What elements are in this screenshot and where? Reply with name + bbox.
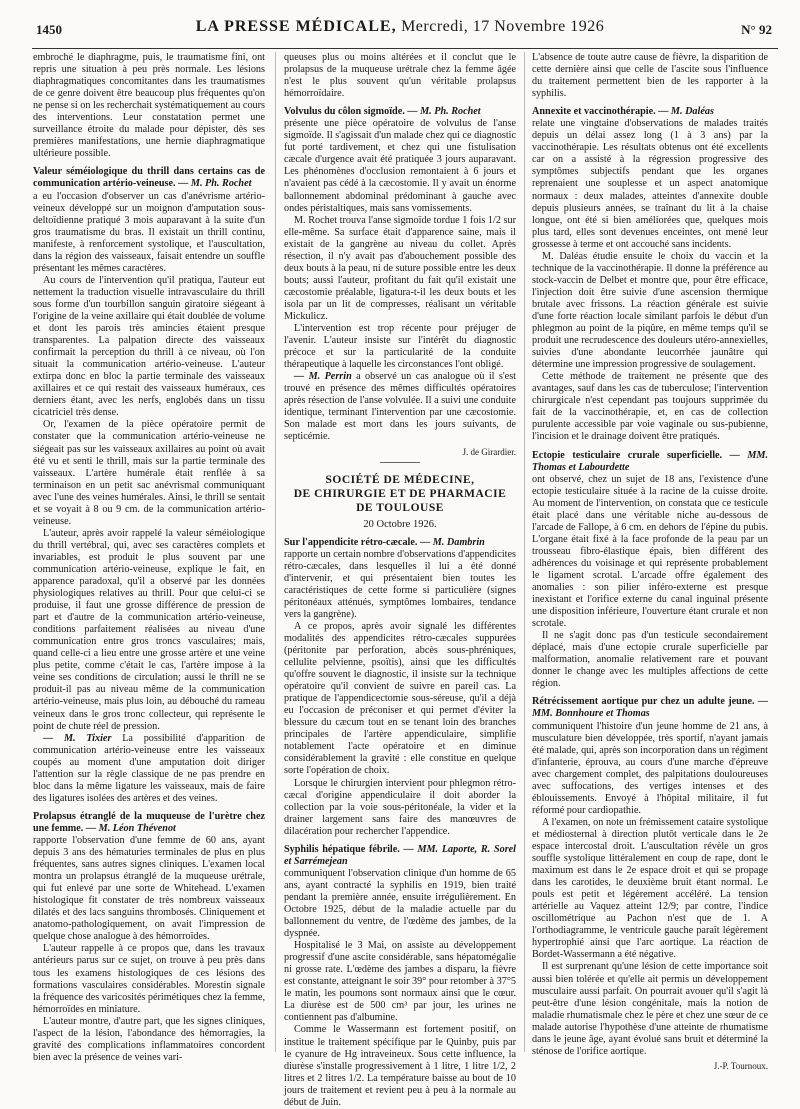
article-author: — M. Tixier	[43, 732, 112, 744]
header-rule	[32, 48, 778, 49]
paragraph-text: a observé un cas analogue où il s'est trouvé en présence des mêmes difficultés opératoires après résection de l'anse volvulée. Il a suivi une conduite identique, terminant l'intervention par une cæcostomie. Son malade est mort dans les jours suivants, de septicémie.	[284, 371, 516, 443]
article-heading	[284, 537, 516, 549]
article-heading	[33, 811, 265, 835]
article-heading	[284, 106, 516, 118]
article-heading	[284, 844, 516, 868]
paragraph: Comme le Wassermann est fortement positif, on institue le traitement spécifique par le Quinby, puis par le cyanure de Hg intraveineux. Sous cette influence, la diurèse s'installe progressivement à 1 litre, 1 litre 1/2, 2 litres et 2 litres 1/2. La température baisse au bout de 10 jours de traitement et revient peu à peu à la normale au début de Juin.	[284, 1024, 516, 1108]
article-author: — M. Perrin	[294, 371, 352, 383]
paragraph: L'auteur rappelle à ce propos que, dans les travaux antérieurs parus sur ce sujet, on trouve à peu près dans tous les examens histologiques de ces lésions des formations vasculaires considérables. Morestin signale la fréquence des varicosités périmétiques chez la femme, hémorroïdes en miniature.	[33, 943, 265, 1015]
paragraph: communiquent l'histoire d'un jeune homme de 21 ans, à musculature bien développée, très sportif, n'ayant jamais été malade, qui, après son incorporation dans un régiment d'infanterie, éprouva, au cours d'une marche d'épreuve avec chargement complet, des palpitations douloureuses avec suffocations, des vertiges intenses et des éblouissements. Envoyé à l'hôpital militaire, il fut réformé pour cardiopathie.	[532, 720, 768, 816]
page-number: 1450	[36, 22, 62, 37]
paragraph: Il ne s'agit donc pas d'un testicule secondairement déplacé, mais d'une ectopie crurale superficielle par malformation, anomalie relativement rare et pouvant donner le change avec les multiples affections de cette région.	[532, 630, 768, 690]
paragraph: L'absence de toute autre cause de fièvre, la disparition de cette dernière ainsi que celle de l'ascite sous l'influence du traitement permettent bien de les rapporter à la syphilis.	[532, 52, 768, 100]
column-1	[33, 52, 265, 1062]
session-date: 20 Octobre 1926.	[363, 518, 437, 530]
article-author: — M. Ph. Rochet	[178, 178, 252, 190]
page-header	[0, 0, 800, 44]
paragraph: relate une vingtaine d'observations de malades traités depuis un délai assez long (1 à 3 ans) par la vaccinothérapie. Les résultats obtenus ont été excellents car on a assisté à la régression progressive des symptômes subjectifs pendant que les organes reprenaient une souplesse et un aspect anatomique normaux : deux malades, atteintes d'annexite double depuis plusieurs années, se traînant du lit à la chaise longue, ont été si bien améliorées que, quelques mois plus tard, elles sont devenues enceintes, ont mené leur grossesse à terme et ont accouché sans incidents.	[532, 118, 768, 250]
paragraph: rapporte un certain nombre d'observations d'appendicites rétro-cæcales, dans lesquelles il lui a été donné d'intervenir, et qui présentaient bien toutes les caractéristiques de cette forme si particulière (signes péritonéaux atténués, symptômes lombaires, tendance vers la gangrène).	[284, 548, 516, 620]
paragraph: M. Rochet trouva l'anse sigmoïde tordue 1 fois 1/2 sur elle-même. Sa surface était d'apparence saine, mais il existait de la gangrène au niveau du collet. Après résection, il n'y avait pas d'abouchement possible des deux bouts à la peau, ni de suture possible entre les deux bouts; aussi l'auteur, profitant du fait qu'il existait une cæcostomie préalable, ligatura-t-il les deux bouts et les isola par un lit de compresses, réalisant un véritable Mickulicz.	[284, 214, 516, 322]
issue-date: Mercredi, 17 Novembre 1926	[401, 18, 605, 35]
article-author: — M. Léon Thévenot	[85, 822, 176, 834]
column-separator	[275, 52, 276, 1052]
society-line-1: SOCIÉTÉ DE MÉDECINE,	[325, 473, 475, 486]
paragraph: Or, l'examen de la pièce opératoire permit de constater que la communication artério-veineuse ne siégeait pas sur les vaisseaux axillaires au point où avait été vu et senti le thrill, mais sur la partie terminale des vaisseaux. L'artère humérale était renflée à sa terminaison en un petit sac anévrismal communiquant avec l'une des veines humérales. Ainsi, le thrill se sentait et se voyait à 8 ou 9 cm. de la communication artério-veineuse.	[33, 419, 265, 527]
paragraph-text: La possibilité d'apparition de communication artério-veineuse entre les vaisseaux coupés au moment d'une amputation doit diriger l'attention sur la règle classique de ne pas prendre en bloc dans la même ligature les vaisseaux, mais de faire des ligatures isolées des artères et des veines.	[33, 732, 265, 804]
paragraph: embroché le diaphragme, puis, le traumatisme fini, ont repris une situation à peu près normale. Les lésions diaphragmatiques concomitantes dans les traumatismes de ce genre doivent être beaucoup plus fréquentes qu'on ne pense si on les recherchait systématiquement au cours des interventions. Leur constatation permet une surveillance étroite du malade pour dépister, dès ses premières manifestations, une hernie diaphragmatique ultérieure possible.	[33, 52, 265, 160]
article-author: — MM. Thomas et Labourdette	[532, 449, 768, 473]
society-line-2: DE CHIRURGIE ET DE PHARMACIE DE TOULOUSE	[293, 487, 507, 514]
signature: J.-P. Tournoux.	[713, 1060, 768, 1071]
paragraph: L'intervention est trop récente pour préjuger de l'avenir. L'auteur insiste sur l'intérêt du diagnostic précoce et sur la particularité de la conduite thérapeutique à laquelle les circonstances l'ont obligé.	[284, 323, 516, 371]
article-author: — M. Dambrin	[420, 536, 485, 548]
column-separator	[524, 52, 525, 1052]
paragraph: Au cours de l'intervention qu'il pratiqua, l'auteur eut nettement la traduction visuelle intravasculaire du thrill sous forme d'un tourbillon sanguin giratoire siégeant à l'origine de la veine axillaire qui était doublée de volume et dont les parois très amincies étaient presque transparentes. La palpation directe des vaisseaux confirmait la perception du thrill à ce niveau, où l'on situait la communication artério-veineuse. L'auteur extirpa donc en bloc la partie terminale des vaisseaux axillaires et ce qui restait des vaisseaux huméraux, ces derniers étant, avec les nerfs, englobés dans un tissu cicatriciel très dense.	[33, 274, 265, 419]
article-title: Prolapsus étranglé de la muqueuse de l'urètre chez une femme.	[33, 810, 265, 834]
article-title: Valeur séméiologique du thrill dans certains cas de communication artério-veineuse.	[33, 166, 265, 190]
article-title: Syphilis hépatique fébrile.	[284, 843, 400, 855]
paragraph: Hospitalisé le 3 Mai, on assiste au développement progressif d'une ascite considérable, sans hépatomégalie ni grosse rate. L'œdème des jambes a disparu, la fièvre est constante, atteignant le soir 39° pour retomber à 37°5 le matin, les poumons sont normaux ainsi que le cœur. La diurèse est de 500 cm³ par jour, les urines ne contiennent pas d'albumine.	[284, 940, 516, 1024]
paragraph: rapporte l'observation d'une femme de 60 ans, ayant depuis 3 ans des hématuries terminales de plus en plus fréquentes, sans autres signes cliniques. L'examen local montra un prolapsus étranglé de la muqueuse urétrale, qui fut enlevé par une sorte de Whitehead. L'examen histologique fit constater de très nombreux vaisseaux dilatés et des lacs sanguins thrombosés. Cliniquement et anatomo-pathologiquement, on avait l'impression de quelque chose analogue à des hémorroïdes.	[33, 835, 265, 943]
paragraph: A l'examen, on note un frémissement cataire systolique et médiosternal à direction plutôt verticale dans le 2e espace intercostal droit. L'auscultation révèle un gros souffle systolique littéralement en coup de rape, dont le maximum est dans le 2e espace droit et qui se propage dans les carotides, le deuxième bruit étant normal. Le pouls est petit et légèrement accéléré. La tension artérielle au Vaquez atteint 12/9; par contre, l'indice oscillométrique au Pachon n'est que de 1. A l'orthodiagramme, le ventricule gauche paraît légèrement hypertrophié ainsi que l'arc aortique. La réaction de Bordet-Wassermann a été négative.	[532, 816, 768, 961]
article-author: — MM. Bonnhoure et Thomas	[532, 696, 769, 720]
paragraph: L'auteur, après avoir rappelé la valeur séméiologique du thrill vertébral, qui, avec ses caractères complets et invariables, est produit le plus souvent par une communication artério-veineuse, explique le fait, en apparence paradoxal, qu'il a observé par les données physiologiques relatives au thrill. Pour que celui-ci se produise, il faut une grosse différence de pression de part et d'autre de la communication artério-veineuse, conditions parfaitement réalisées au niveau d'une communication entre gros troncs vasculaires; mais, quand celle-ci a lieu entre une grosse artère et une veine plus petite, comme c'était le cas, l'artère impose à la veine ses conditions de circulation; aussi le thrill ne se produit-il pas au niveau même de la communication artério-veineuse, mais plus loin, au débouché du rameau veineux dans le gros tronc collecteur, qui représente le point de chute réel de pression.	[33, 527, 265, 732]
article-author: — M. Daléas	[658, 106, 714, 118]
paragraph: ont observé, chez un sujet de 18 ans, l'existence d'une ectopie testiculaire située à la racine de la cuisse droite. Au moment de l'intervention, on constata que ce testicule était placé dans une véritable niche au-dessous de l'arcade de Fallope, à 6 cm. en dehors de l'épine du pubis. L'organe était fixé à la face profonde de la peau par un trousseau fibro-élastique épais, bien différent des adhérences du voisinage et qui représente probablement le ligament scrotal. L'arcade offre également des anomalies : son pilier inféro-externe est presque inexistant et l'orifice externe du canal inguinal présente une disposition inférieure, l'ouverture étant crurale et non scrotale.	[532, 473, 768, 630]
paragraph: présente une pièce opératoire de volvulus de l'anse sigmoïde. Il s'agissait d'un malade chez qui ce diagnostic fut porté tardivement, et chez qui une fistulisation cæcale d'urgence avait été pratiquée 3 jours auparavant. Les phénomènes d'occlusion remontaient à 6 jours et n'avaient pas cédé à la cæcostomie. Il y avait un énorme ballonnement abdominal prédominant à gauche avec ondes péristaltiques, mais sans vomissements.	[284, 118, 516, 214]
article-heading	[532, 696, 768, 720]
paragraph	[284, 371, 516, 443]
section-rule	[380, 462, 420, 463]
article-heading	[532, 450, 768, 474]
society-heading	[284, 473, 516, 515]
article-heading	[33, 166, 265, 190]
issue-number: N° 92	[741, 22, 772, 37]
paragraph: A ce propos, après avoir signalé les différentes modalités des appendicites rétro-cæcales suppurées (péritonite par perforation, abcès sous-phréniques, cellulite pelvienne, psoïtis), ainsi que les difficultés qu'offre souvent le diagnostic, il insiste sur la technique opératoire qu'il convient de suivre en pareil cas. La pratique de l'appendicectomie sous-séreuse, qu'il a déjà eu l'occasion de préconiser et qui permet d'éviter la blessure du cæcum tout en se tenant loin des branches principales de l'artère appendiculaire, simplifie notablement l'acte opératoire et en diminue considérablement la gravité : elle constitue en quelque sorte l'opération de choix.	[284, 620, 516, 777]
signature: J. de Girardier.	[462, 446, 516, 457]
paragraph	[33, 733, 265, 805]
article-title: Ectopie testiculaire crurale superficielle.	[532, 449, 723, 461]
paragraph: Lorsque le chirurgien intervient pour phlegmon rétro-cæcal d'origine appendiculaire il doit aborder la collection par la voie sous-péritonéale, la vider et la drainer largement sans faire des manœuvres de dilacération pour rechercher l'appendice.	[284, 777, 516, 837]
column-2	[284, 52, 517, 1108]
article-author: — MM. Laporte, R. Sorel et Sarrémejean	[284, 843, 517, 867]
paragraph: M. Daléas étudie ensuite le choix du vaccin et la technique de la vaccinothérapie. Il donne la préférence au stock-vaccin de Delbet et montre que, pour être efficace, l'injection doit être suivie d'une ascension thermique brutale avec frissons. La réaction générale est suivie d'une forte réaction locale similant parfois le début d'un phlegmon au point de la piqûre, en même temps qu'il se produit une recrudescence des douleurs utéro-annexielles, suivies d'une abondante leucorrhée jaunâtre qui détermine une impression progressive de soulagement.	[532, 250, 768, 371]
paragraph: Il est surprenant qu'une lésion de cette importance soit aussi bien tolérée et qu'elle ait permis un développement musculaire aussi parfait. On pourrait avouer qu'il s'agit là peut-être d'une lésion congénitale, mais la notion de maladie rhumatismale chez le père et chez une sœur de ce malade autorise l'hypothèse d'une atteinte de rhumatisme dans le jeune âge, ayant évolué sans bruit et déterminé la sténose de l'orifice aortique.	[532, 961, 768, 1057]
article-title: Annexite et vaccinothérapie.	[532, 106, 656, 118]
article-title: Rétrécissement aortique pur chez un adulte jeune.	[532, 696, 755, 708]
article-author: — M. Ph. Rochet	[407, 106, 481, 118]
paragraph: communiquent l'observation clinique d'un homme de 65 ans, ayant contracté la syphilis en 1919, bien traité pendant la première année, ensuite irrégulièrement. En Octobre 1925, début de la maladie actuelle par du ballonnement du ventre, de l'œdème des jambes, de la dyspnée.	[284, 867, 516, 940]
article-title: Volvulus du côlon sigmoïde.	[284, 106, 405, 118]
article-heading	[532, 106, 768, 118]
paragraph: Cette méthode de traitement ne présente que des avantages, sauf dans les cas de tuberculose; l'intervention chirurgicale n'est cependant pas toujours supprimée du fait de la vaccinothérapie, et, en cas de collection purulente accessible par voie vaginale ou sus-pubienne, l'incision et le drainage doivent être pratiqués.	[532, 371, 768, 443]
journal-name: LA PRESSE MÉDICALE,	[195, 18, 397, 35]
paragraph: a eu l'occasion d'observer un cas d'anévrisme artério-veineux développé sur un moignon d'amputation sous-deltoïdienne pratiqué 3 mois auparavant à la suite d'un gros traumatisme du bras. Il existait un thrill continu, manifeste, à renforcement systolique, et l'auscultation, dans la région des vaisseaux, faisait entendre un souffle présentant les mêmes caractères.	[33, 190, 265, 274]
paragraph: L'auteur montre, d'autre part, que les signes cliniques, l'aspect de la lésion, l'abondance des hémorragies, la gravité des complications inflammatoires concordent bien avec la présence de veines vari-	[33, 1015, 265, 1063]
column-3	[532, 52, 769, 1071]
article-title: Sur l'appendicite rétro-cæcale.	[284, 536, 418, 548]
paragraph: queuses plus ou moins altérées et il conclut que le prolapsus de la muqueuse urétrale chez la femme âgée n'est le plus souvent qu'un véritable prolapsus hémorroïdaire.	[284, 52, 516, 100]
journal-title	[0, 18, 800, 36]
